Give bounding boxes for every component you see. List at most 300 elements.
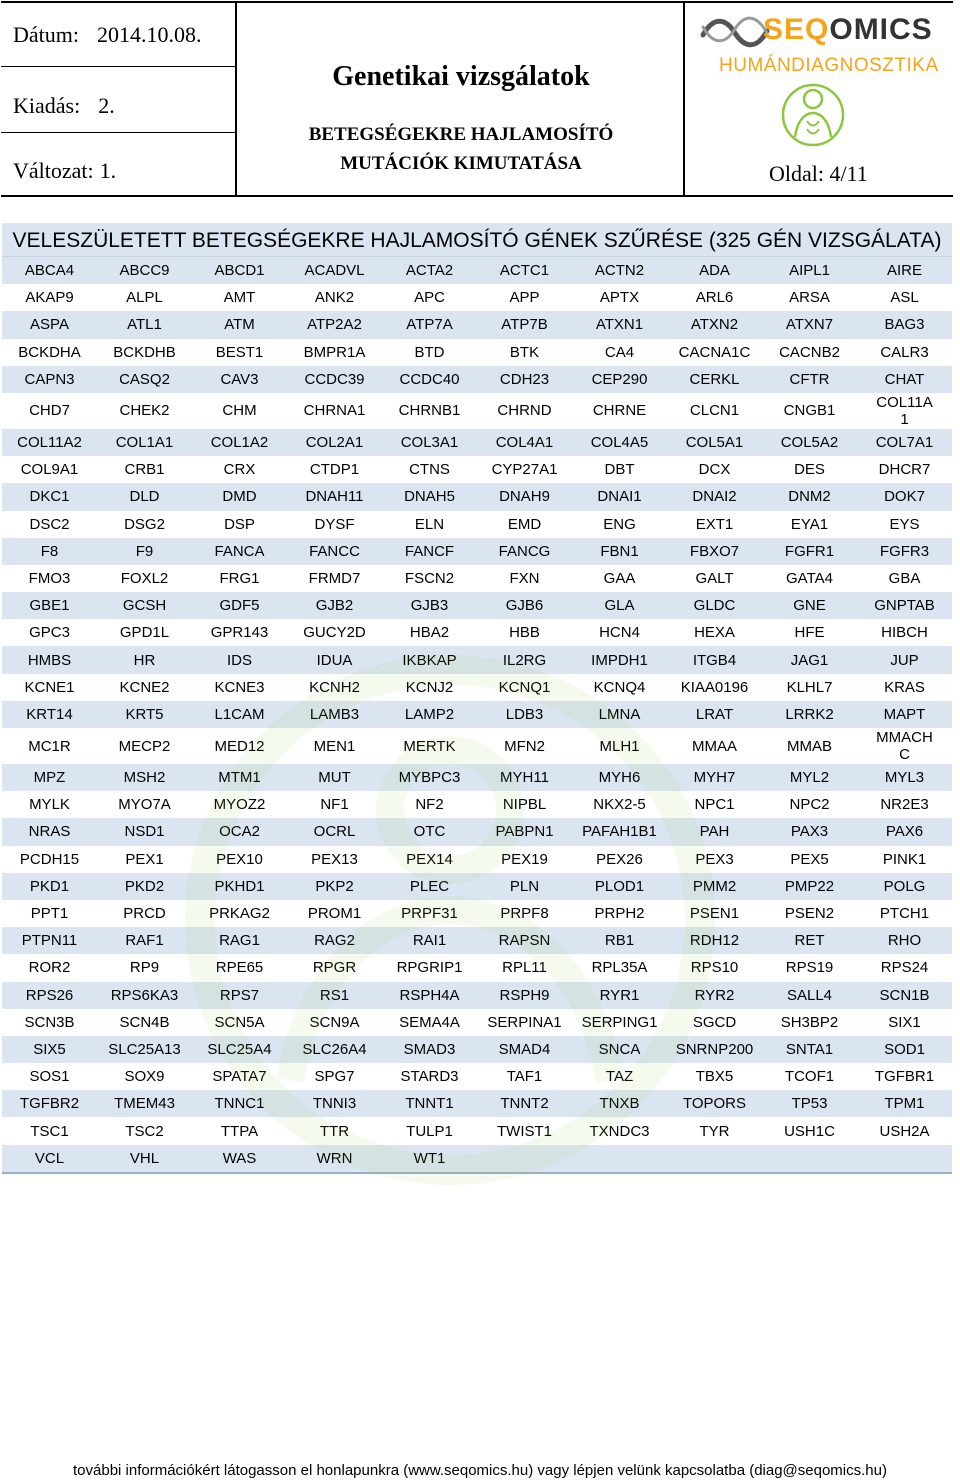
gene-cell: CTDP1 <box>309 461 360 479</box>
gene-cell: PRPF31 <box>401 905 458 923</box>
gene-cell: DSG2 <box>124 515 165 533</box>
gene-cell: IL2RG <box>502 651 547 669</box>
gene-cell: KCNH2 <box>309 678 360 696</box>
gene-cell: SCN5A <box>214 1013 265 1031</box>
gene-cell: FBXO7 <box>689 542 740 560</box>
footer-contact: további információkért látogasson el honlapunkra (www.seqomics.hu) vagy lépjen velünk kapcsolatba (diag@seqomics.hu) <box>73 1462 887 1479</box>
table-row <box>2 1117 952 1144</box>
gene-cell: RSPH9 <box>499 986 550 1004</box>
gene-cell: PMP22 <box>784 877 835 895</box>
gene-cell: CHEK2 <box>119 402 170 420</box>
gene-cell: PRCD <box>123 905 166 923</box>
gene-cell: FRG1 <box>219 569 260 587</box>
gene-table-body <box>2 257 952 1172</box>
gene-cell: ASL <box>890 289 919 307</box>
gene-cell: HMBS <box>27 651 72 669</box>
gene-cell: HBA2 <box>409 624 450 642</box>
gene-cell: HFE <box>794 624 825 642</box>
edition-row <box>1 67 235 133</box>
gene-cell: HCN4 <box>599 624 640 642</box>
table-row <box>2 873 952 900</box>
gene-cell: PAH <box>699 823 730 841</box>
gene-cell: AMT <box>223 289 256 307</box>
page-title: Genetikai vizsgálatok <box>332 61 590 92</box>
gene-cell: RP9 <box>129 959 160 977</box>
gene-cell: GATA4 <box>786 569 833 587</box>
gene-cell: BCKDHA <box>18 343 81 361</box>
gene-cell: IKBKAP <box>402 651 457 669</box>
gene-cell: KCNE1 <box>24 678 75 696</box>
gene-cell: ATM <box>224 316 255 334</box>
gene-cell: FGFR1 <box>784 542 835 560</box>
gene-cell: DKC1 <box>29 488 70 506</box>
gene-cell: EYS <box>889 515 920 533</box>
gene-cell: GCSH <box>122 597 167 615</box>
gene-cell: TP53 <box>791 1095 828 1113</box>
gene-cell: TPM1 <box>884 1095 925 1113</box>
gene-cell: FMO3 <box>28 569 71 587</box>
gene-cell: CA4 <box>604 343 635 361</box>
gene-cell: MYH11 <box>500 769 549 787</box>
gene-cell: FSCN2 <box>404 569 455 587</box>
gene-cell: SEMA4A <box>399 1013 460 1031</box>
version-label: Változat: <box>13 158 94 183</box>
gene-cell: DCX <box>698 461 731 479</box>
table-row <box>2 1145 952 1172</box>
gene-cell: CRX <box>223 461 256 479</box>
gene-cell: COL5A2 <box>780 434 839 452</box>
table-row <box>2 483 952 510</box>
gene-cell: MYH6 <box>598 769 641 787</box>
gene-cell: KLHL7 <box>786 678 833 696</box>
gene-cell: LAMB3 <box>309 705 360 723</box>
gene-cell: ACTN2 <box>594 262 645 280</box>
gene-cell: AIRE <box>886 262 922 280</box>
gene-cell: GDF5 <box>219 597 260 615</box>
table-row <box>2 393 952 429</box>
gene-cell: ACTC1 <box>499 262 550 280</box>
gene-cell: OCA2 <box>219 823 260 841</box>
gene-cell: PAX6 <box>885 823 924 841</box>
gene-cell: PRPF8 <box>500 905 549 923</box>
gene-cell: CHRND <box>497 402 552 420</box>
gene-cell: LRRK2 <box>785 705 834 723</box>
gene-cell: GBE1 <box>29 597 70 615</box>
table-row <box>2 954 952 981</box>
gene-cell: DMD <box>222 488 257 506</box>
gene-cell: NF1 <box>320 796 349 814</box>
gene-cell: SIX1 <box>888 1013 921 1031</box>
gene-cell: FBN1 <box>600 542 639 560</box>
gene-cell: DLD <box>129 488 160 506</box>
gene-cell: MYH7 <box>693 769 736 787</box>
gene-cell: GJB2 <box>315 597 354 615</box>
gene-cell: CCDC40 <box>399 370 460 388</box>
gene-cell: TWIST1 <box>497 1122 552 1140</box>
gene-cell: DSP <box>224 515 255 533</box>
gene-cell: KCNE2 <box>119 678 170 696</box>
table-row <box>2 538 952 565</box>
gene-cell: ATXN1 <box>595 316 644 334</box>
gene-cell: GLA <box>604 597 635 615</box>
gene-cell: MTM1 <box>218 769 261 787</box>
gene-cell: PLEC <box>409 877 450 895</box>
gene-cell: COL2A1 <box>305 434 364 452</box>
gene-cell: PABPN1 <box>495 823 554 841</box>
gene-cell: RPS19 <box>785 959 834 977</box>
gene-cell: SNTA1 <box>785 1040 834 1058</box>
gene-cell: SMAD4 <box>498 1040 551 1058</box>
gene-cell: PMM2 <box>692 877 737 895</box>
gene-cell: SOD1 <box>884 1040 925 1058</box>
gene-cell: TAZ <box>605 1068 634 1086</box>
gene-cell: TGFBR2 <box>19 1095 80 1113</box>
gene-cell: KCNJ2 <box>405 678 454 696</box>
gene-cell: CASQ2 <box>119 370 170 388</box>
gene-cell: ABCD1 <box>214 262 265 280</box>
gene-cell: DNAH5 <box>404 488 455 506</box>
gene-cell: FANCC <box>309 542 360 560</box>
gene-cell: RPS24 <box>880 959 929 977</box>
gene-cell: NPC2 <box>789 796 830 814</box>
gene-cell: SERPING1 <box>581 1013 658 1031</box>
table-row <box>2 284 952 311</box>
gene-cell: CYP27A1 <box>491 461 558 479</box>
gene-cell: SLC25A13 <box>108 1040 181 1058</box>
table-row <box>2 674 952 701</box>
gene-cell: IDS <box>226 651 252 669</box>
gene-cell: DNAI1 <box>597 488 642 506</box>
gene-cell: BEST1 <box>215 343 264 361</box>
gene-cell: PKHD1 <box>214 877 265 895</box>
gene-cell: TBX5 <box>695 1068 734 1086</box>
table-row <box>2 818 952 845</box>
gene-cell: CAV3 <box>220 370 259 388</box>
gene-cell: L1CAM <box>214 705 265 723</box>
gene-cell: COL5A1 <box>685 434 744 452</box>
gene-cell <box>477 1145 572 1172</box>
company-block <box>685 3 953 197</box>
document-title-block <box>237 3 685 197</box>
gene-cell: PKD2 <box>124 877 165 895</box>
gene-cell: COL11A2 <box>17 434 82 452</box>
gene-cell: GALT <box>695 569 734 587</box>
gene-cell <box>762 1145 857 1172</box>
gene-cell: EXT1 <box>695 515 734 533</box>
gene-cell: TOPORS <box>682 1095 747 1113</box>
gene-cell: WAS <box>222 1149 257 1167</box>
gene-cell: DOK7 <box>884 488 925 506</box>
gene-cell: ADA <box>699 262 730 280</box>
gene-cell: ATP7A <box>406 316 453 334</box>
gene-cell: NR2E3 <box>880 796 929 814</box>
gene-cell: FANCG <box>498 542 551 560</box>
version-value: 1. <box>99 158 117 183</box>
table-bottom-rule <box>2 1172 952 1174</box>
gene-cell: NIPBL <box>502 796 547 814</box>
gene-cell: LRAT <box>695 705 734 723</box>
gene-cell: MMACH C <box>876 729 933 763</box>
gene-cell: KIAA0196 <box>680 678 749 696</box>
gene-cell: APC <box>414 289 445 307</box>
gene-cell: FGFR3 <box>879 542 930 560</box>
date-row <box>1 3 235 67</box>
gene-cell: MC1R <box>28 737 71 755</box>
gene-cell: RSPH4A <box>399 986 460 1004</box>
gene-cell: MEN1 <box>313 737 356 755</box>
table-row <box>2 257 952 284</box>
gene-cell: SERPINA1 <box>487 1013 562 1031</box>
gene-cell: KRT5 <box>125 705 164 723</box>
gene-cell: ANK2 <box>314 289 355 307</box>
gene-cell: USH2A <box>879 1122 930 1140</box>
table-row <box>2 311 952 338</box>
gene-cell: PPT1 <box>30 905 69 923</box>
gene-cell: ELN <box>414 515 445 533</box>
table-row <box>2 900 952 927</box>
gene-cell: SCN4B <box>119 1013 170 1031</box>
date-value: 2014.10.08. <box>97 22 202 47</box>
gene-cell: WRN <box>316 1149 353 1167</box>
gene-cell: GNPTAB <box>874 597 935 615</box>
gene-cell: PEX19 <box>501 850 548 868</box>
table-row <box>2 764 952 791</box>
gene-cell: IDUA <box>316 651 353 669</box>
gene-cell: SGCD <box>692 1013 737 1031</box>
gene-cell: RAG1 <box>219 932 260 950</box>
gene-cell: COL1A1 <box>115 434 174 452</box>
gene-cell: PCDH15 <box>19 850 80 868</box>
gene-cell: RPS7 <box>219 986 260 1004</box>
gene-cell: TCOF1 <box>784 1068 835 1086</box>
gene-cell: JAG1 <box>790 651 829 669</box>
gene-cell: SH3BP2 <box>780 1013 839 1031</box>
gene-cell: RYR2 <box>694 986 735 1004</box>
table-row <box>2 456 952 483</box>
gene-cell: SOX9 <box>124 1068 165 1086</box>
gene-cell: MSH2 <box>123 769 166 787</box>
gene-cell: KCNE3 <box>214 678 265 696</box>
gene-cell: PRPH2 <box>594 905 645 923</box>
gene-cell: TMEM43 <box>114 1095 175 1113</box>
gene-cell: MAPT <box>883 705 926 723</box>
gene-cell: EYA1 <box>790 515 829 533</box>
subtitle-line-1: BETEGSÉGEKRE HAJLAMOSÍTÓ <box>308 124 614 145</box>
gene-cell: SCN9A <box>309 1013 360 1031</box>
gene-cell: GJB6 <box>505 597 544 615</box>
gene-cell: CHAT <box>884 370 925 388</box>
gene-cell: BAG3 <box>884 316 925 334</box>
gene-cell: PAX3 <box>790 823 829 841</box>
gene-cell: DSC2 <box>29 515 70 533</box>
gene-cell: TXNDC3 <box>589 1122 650 1140</box>
gene-cell: CNGB1 <box>783 402 836 420</box>
gene-cell: CHRNE <box>592 402 647 420</box>
gene-cell: DNAH11 <box>305 488 364 506</box>
gene-cell: ASPA <box>30 316 69 334</box>
gene-cell: TSC1 <box>30 1122 69 1140</box>
gene-cell: ALPL <box>126 289 163 307</box>
edition-label: Kiadás: <box>13 93 81 118</box>
gene-cell: MERTK <box>403 737 456 755</box>
gene-cell: PROM1 <box>307 905 362 923</box>
gene-cell: TNNI3 <box>312 1095 357 1113</box>
gene-cell: RPS26 <box>25 986 74 1004</box>
gene-cell: OTC <box>413 823 446 841</box>
gene-cell: PTCH1 <box>879 905 930 923</box>
gene-cell: PAFAH1B1 <box>582 823 657 841</box>
gene-cell: RPGRIP1 <box>396 959 463 977</box>
gene-cell: GJB3 <box>410 597 449 615</box>
gene-cell: AIPL1 <box>789 262 830 280</box>
gene-cell: NPC1 <box>694 796 735 814</box>
gene-cell: RET <box>794 932 825 950</box>
table-row <box>2 982 952 1009</box>
table-row <box>2 429 952 456</box>
gene-cell: PINK1 <box>882 850 927 868</box>
gene-cell: DBT <box>604 461 635 479</box>
gene-cell: NRAS <box>28 823 71 841</box>
gene-cell: ITGB4 <box>692 651 737 669</box>
gene-cell: HEXA <box>694 624 735 642</box>
gene-cell: CEP290 <box>591 370 648 388</box>
gene-cell: SOS1 <box>29 1068 70 1086</box>
table-row <box>2 339 952 366</box>
gene-cell: PTPN11 <box>21 932 78 950</box>
gene-cell: MYL2 <box>789 769 830 787</box>
table-row <box>2 1009 952 1036</box>
gene-cell: GNE <box>793 597 826 615</box>
gene-cell: GAA <box>603 569 636 587</box>
document-header <box>1 1 953 197</box>
gene-cell: CACNB2 <box>779 343 840 361</box>
page-number: Oldal: 4/11 <box>769 161 868 186</box>
gene-cell: ROR2 <box>28 959 71 977</box>
gene-cell: TYR <box>699 1122 730 1140</box>
table-row <box>2 846 952 873</box>
gene-cell: PEX13 <box>311 850 358 868</box>
gene-cell: TGFBR1 <box>874 1068 935 1086</box>
gene-cell: RYR1 <box>599 986 640 1004</box>
gene-cell: ABCA4 <box>24 262 75 280</box>
gene-cell: HR <box>133 651 156 669</box>
gene-cell: MMAA <box>692 737 737 755</box>
gene-cell: COL9A1 <box>20 461 79 479</box>
gene-cell: KCNQ4 <box>593 678 646 696</box>
gene-cell: SCN1B <box>879 986 930 1004</box>
gene-cell: CTNS <box>409 461 450 479</box>
gene-cell: CHRNA1 <box>303 402 366 420</box>
gene-cell: SNCA <box>598 1040 641 1058</box>
table-row <box>2 791 952 818</box>
gene-cell: MFN2 <box>504 737 545 755</box>
gene-cell: COL3A1 <box>400 434 459 452</box>
gene-cell: SMAD3 <box>403 1040 456 1058</box>
gene-cell: TSC2 <box>125 1122 164 1140</box>
gene-cell: APP <box>509 289 540 307</box>
gene-cell: CHRNB1 <box>398 402 461 420</box>
gene-cell: PLOD1 <box>594 877 645 895</box>
table-title: VELESZÜLETETT BETEGSÉGEKRE HAJLAMOSÍTÓ GÉNEK SZŰRÉSE (325 GÉN VIZSGÁLATA) <box>2 223 952 257</box>
gene-cell: FXN <box>509 569 540 587</box>
gene-cell: COL4A1 <box>495 434 554 452</box>
gene-cell: ATP7B <box>501 316 548 334</box>
gene-cell: COL7A1 <box>875 434 934 452</box>
table-row <box>2 1063 952 1090</box>
gene-cell: WT1 <box>413 1149 446 1167</box>
gene-cell: PEX10 <box>216 850 263 868</box>
gene-cell: RPL11 <box>502 959 547 977</box>
logo-seq-text: SEQ <box>763 13 830 46</box>
gene-cell: CAPN3 <box>24 370 75 388</box>
gene-cell: TNXB <box>599 1095 640 1113</box>
gene-cell: GPD1L <box>119 624 170 642</box>
gene-cell: MYBPC3 <box>398 769 461 787</box>
gene-table <box>2 223 952 1174</box>
table-row <box>2 927 952 954</box>
gene-cell: CALR3 <box>880 343 929 361</box>
table-row <box>2 646 952 673</box>
gene-cell: TULP1 <box>406 1122 453 1140</box>
gene-cell: BCKDHB <box>113 343 176 361</box>
gene-cell: PKD1 <box>29 877 70 895</box>
gene-cell: BMPR1A <box>303 343 366 361</box>
gene-cell: DHCR7 <box>878 461 931 479</box>
gene-cell: DNM2 <box>788 488 831 506</box>
table-row <box>2 1090 952 1117</box>
gene-cell: PLN <box>509 877 540 895</box>
gene-cell: PEX26 <box>596 850 643 868</box>
gene-cell: STARD3 <box>400 1068 459 1086</box>
gene-cell: BTD <box>414 343 445 361</box>
gene-cell: PRKAG2 <box>209 905 270 923</box>
gene-cell: ARSA <box>789 289 830 307</box>
gene-cell: ATP2A2 <box>307 316 362 334</box>
gene-cell: ATXN7 <box>785 316 834 334</box>
gene-cell: VCL <box>34 1149 65 1167</box>
gene-cell: APTX <box>599 289 640 307</box>
gene-cell: CACNA1C <box>678 343 751 361</box>
gene-cell: KRAS <box>884 678 925 696</box>
gene-cell: FRMD7 <box>308 569 361 587</box>
gene-cell: MLH1 <box>599 737 640 755</box>
gene-cell: PEX1 <box>125 850 164 868</box>
gene-cell: CRB1 <box>124 461 165 479</box>
gene-cell: HBB <box>509 624 540 642</box>
gene-cell: SPATA7 <box>212 1068 267 1086</box>
gene-cell: RAF1 <box>125 932 164 950</box>
gene-cell: NF2 <box>415 796 444 814</box>
gene-cell: MYLK <box>29 796 70 814</box>
table-row <box>2 511 952 538</box>
gene-cell: NKX2-5 <box>593 796 646 814</box>
gene-cell: CCDC39 <box>304 370 365 388</box>
gene-cell: FANCA <box>214 542 265 560</box>
table-row <box>2 565 952 592</box>
gene-cell: GPC3 <box>29 624 70 642</box>
table-row <box>2 619 952 646</box>
gene-cell: PKP2 <box>315 877 354 895</box>
version-row <box>1 133 235 197</box>
gene-cell: TTR <box>319 1122 350 1140</box>
gene-cell: PSEN1 <box>689 905 740 923</box>
gene-cell: ENG <box>603 515 636 533</box>
gene-cell: RPGR <box>312 959 357 977</box>
gene-cell: IMPDH1 <box>591 651 648 669</box>
gene-cell: COL4A5 <box>590 434 649 452</box>
gene-cell: JUP <box>890 651 919 669</box>
gene-cell: LDB3 <box>505 705 544 723</box>
